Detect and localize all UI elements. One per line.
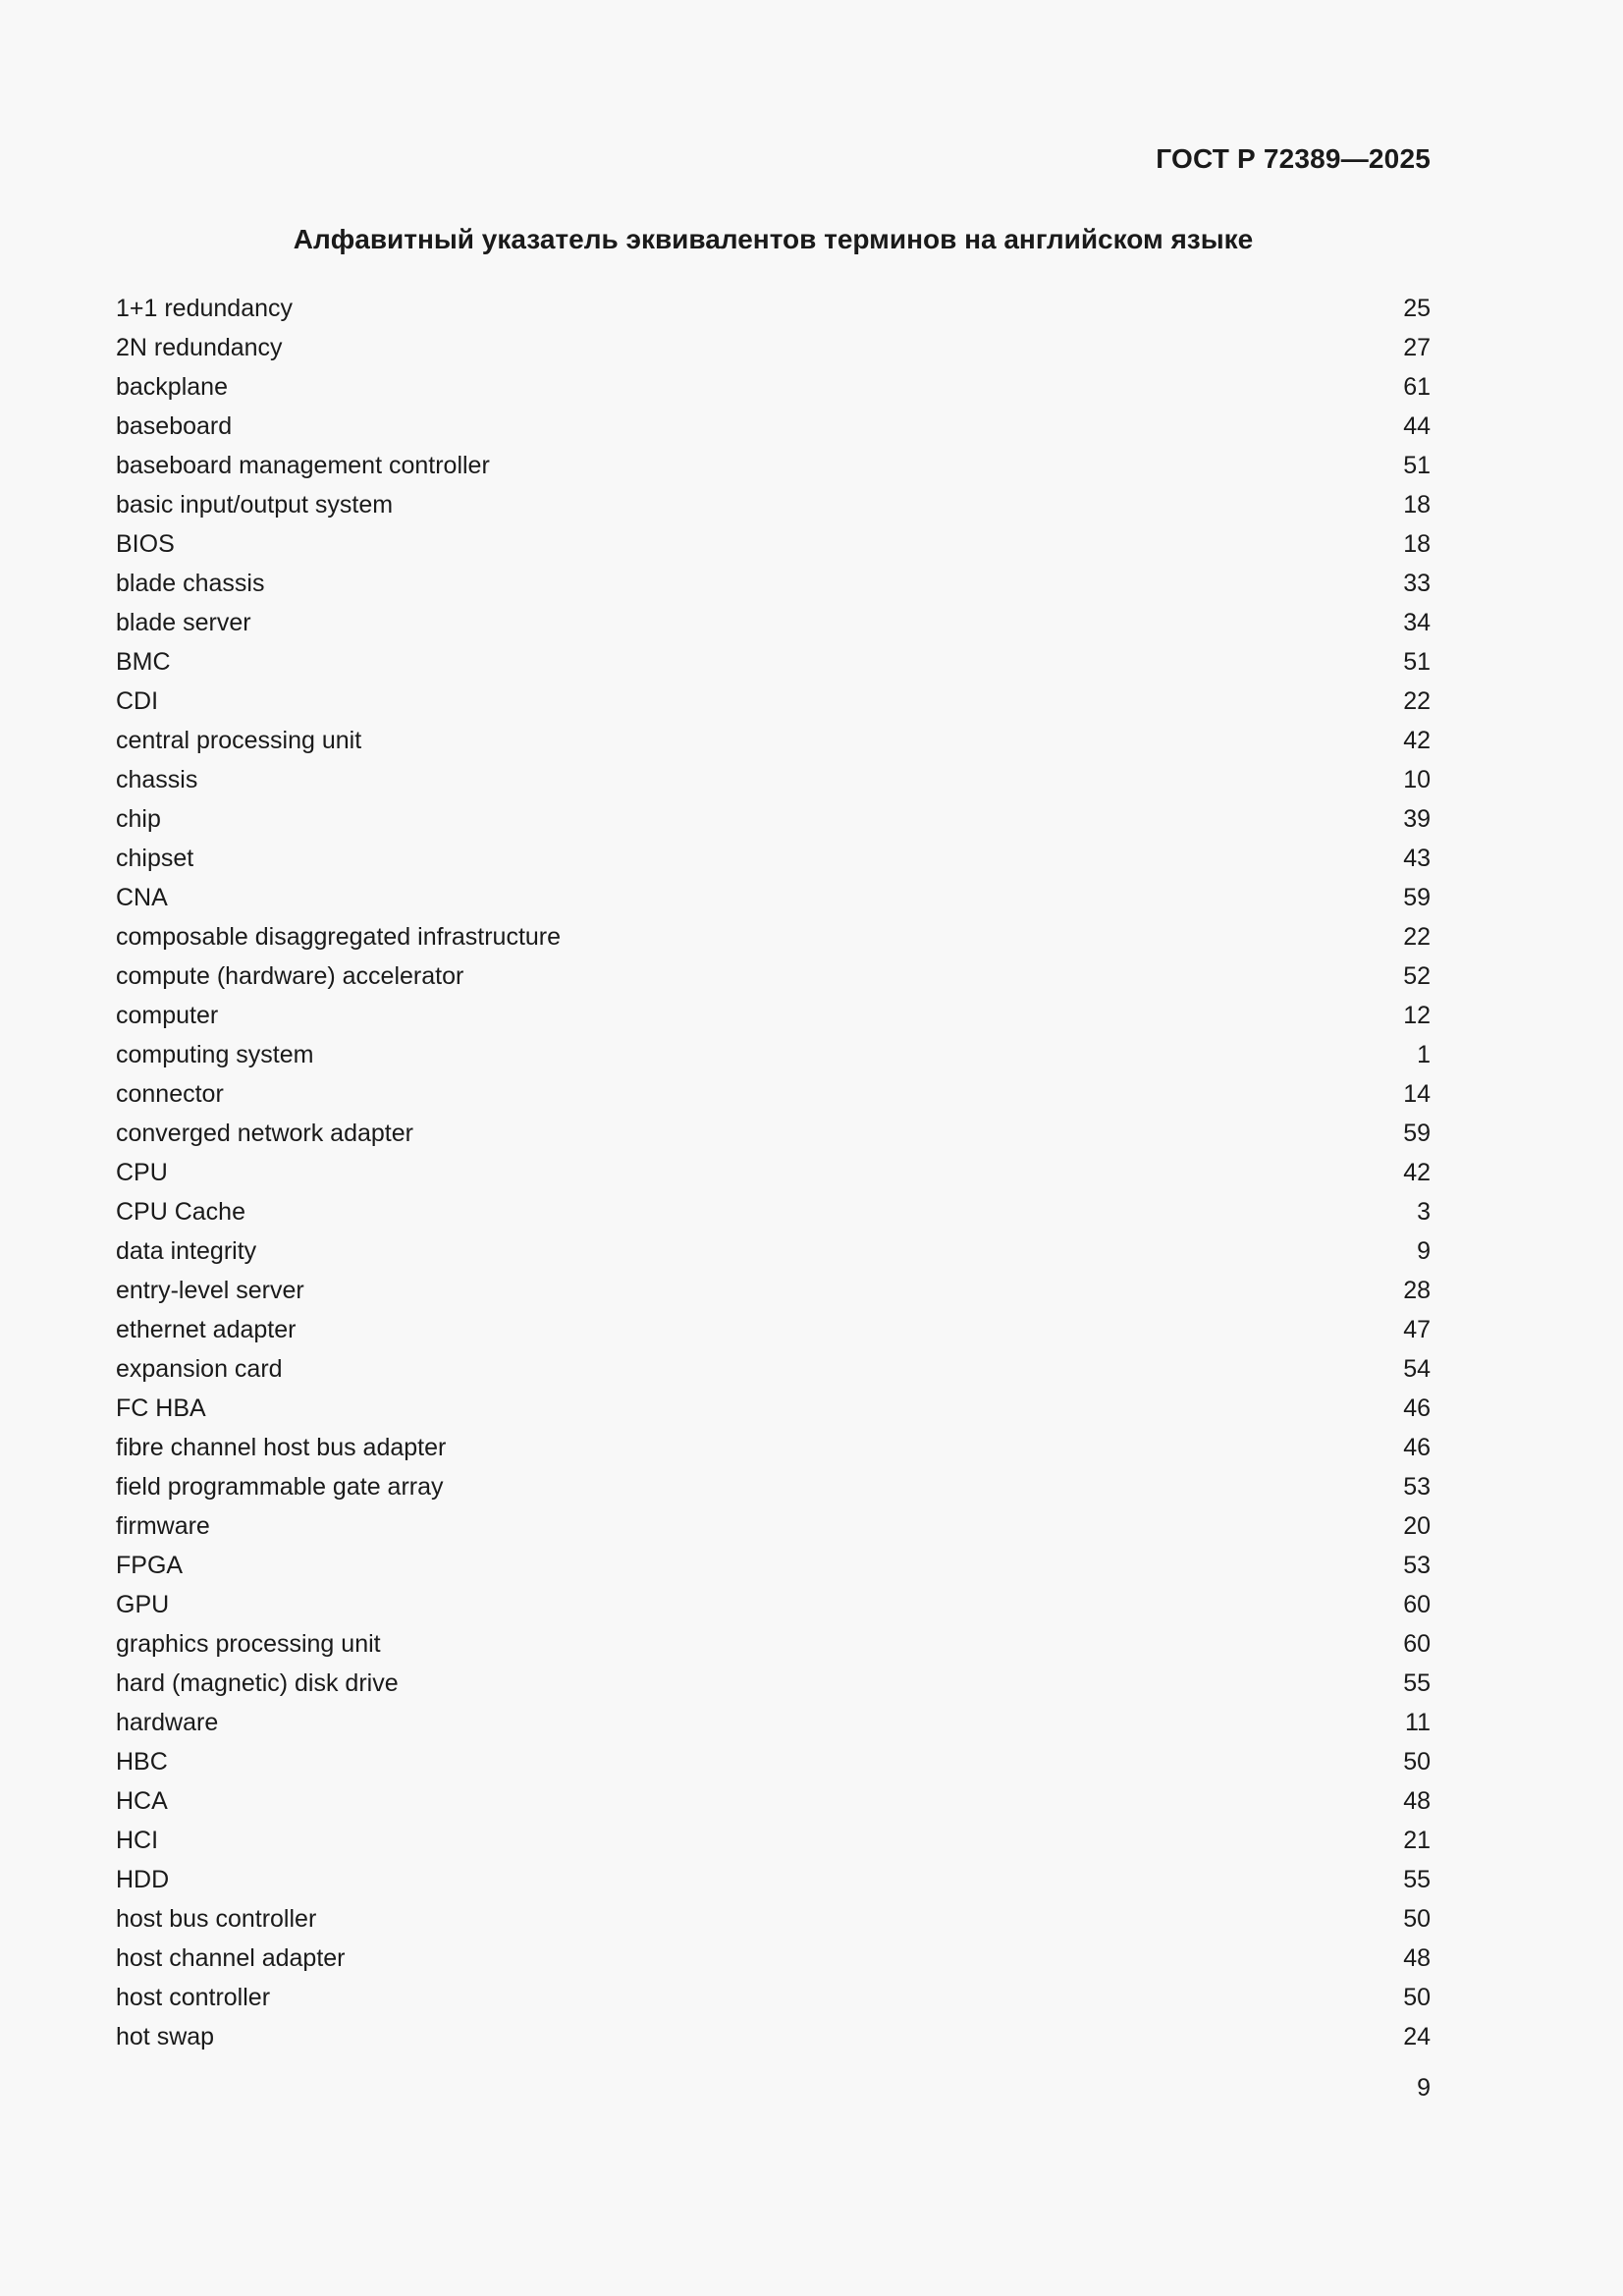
entry-number: 33 xyxy=(1403,570,1431,597)
entry-term: BMC xyxy=(116,648,171,676)
entry-term: composable disaggregated infrastructure xyxy=(116,923,562,951)
entry-number: 27 xyxy=(1403,334,1431,361)
index-entry xyxy=(116,1310,1431,1349)
index-entry xyxy=(116,1231,1431,1271)
entry-term: computing system xyxy=(116,1041,314,1068)
entry-term: baseboard xyxy=(116,412,233,440)
index-entry xyxy=(116,1585,1431,1624)
index-entry xyxy=(116,1860,1431,1899)
index-entry xyxy=(116,1467,1431,1506)
index-entry xyxy=(116,1349,1431,1389)
entry-number: 47 xyxy=(1403,1316,1431,1343)
entry-term: computer xyxy=(116,1002,219,1029)
entry-number: 1 xyxy=(1417,1041,1431,1068)
entry-number: 46 xyxy=(1403,1394,1431,1422)
entry-number: 25 xyxy=(1403,295,1431,322)
index-entry xyxy=(116,2017,1431,2056)
entry-term: CDI xyxy=(116,687,159,715)
index-entry xyxy=(116,1389,1431,1428)
index-entry xyxy=(116,721,1431,760)
entry-number: 52 xyxy=(1403,962,1431,990)
entry-number: 51 xyxy=(1403,452,1431,479)
entry-number: 12 xyxy=(1403,1002,1431,1029)
index-entry xyxy=(116,1742,1431,1781)
entry-term: 1+1 redundancy xyxy=(116,295,294,322)
index-entry xyxy=(116,1506,1431,1546)
index-entry xyxy=(116,1624,1431,1664)
index-entry xyxy=(116,1664,1431,1703)
index-entry xyxy=(116,799,1431,839)
entry-number: 61 xyxy=(1403,373,1431,401)
entry-term: hardware xyxy=(116,1709,219,1736)
entry-term: blade chassis xyxy=(116,570,265,597)
entry-number: 51 xyxy=(1403,648,1431,676)
index-entry xyxy=(116,1271,1431,1310)
index-entry xyxy=(116,1781,1431,1821)
entry-term: CPU xyxy=(116,1159,168,1186)
entry-number: 59 xyxy=(1403,1120,1431,1147)
entry-number: 43 xyxy=(1403,845,1431,872)
entry-number: 48 xyxy=(1403,1944,1431,1972)
index-entry xyxy=(116,289,1431,328)
entry-number: 18 xyxy=(1403,530,1431,558)
entry-term: fibre channel host bus adapter xyxy=(116,1434,447,1461)
entry-term: host channel adapter xyxy=(116,1944,346,1972)
entry-number: 53 xyxy=(1403,1552,1431,1579)
entry-term: blade server xyxy=(116,609,251,636)
index-entry xyxy=(116,682,1431,721)
entry-number: 53 xyxy=(1403,1473,1431,1501)
entry-term: basic input/output system xyxy=(116,491,394,519)
entry-number: 22 xyxy=(1403,687,1431,715)
entry-number: 24 xyxy=(1403,2023,1431,2050)
index-entry xyxy=(116,1192,1431,1231)
index-entry xyxy=(116,1428,1431,1467)
entry-number: 20 xyxy=(1403,1512,1431,1540)
index-entry xyxy=(116,878,1431,917)
index-entry xyxy=(116,1546,1431,1585)
entry-term: backplane xyxy=(116,373,228,401)
entry-term: CNA xyxy=(116,884,168,911)
entry-term: HCA xyxy=(116,1787,168,1815)
document-code: ГОСТ Р 72389—2025 xyxy=(1156,143,1431,174)
index-entry xyxy=(116,367,1431,407)
entry-term: connector xyxy=(116,1080,224,1108)
index-entry xyxy=(116,1978,1431,2017)
entry-number: 28 xyxy=(1403,1277,1431,1304)
entry-number: 50 xyxy=(1403,1748,1431,1776)
entry-number: 11 xyxy=(1405,1709,1431,1736)
entry-number: 55 xyxy=(1403,1866,1431,1893)
index-entry xyxy=(116,642,1431,682)
index-title: Алфавитный указатель эквивалентов терминов на английском языке xyxy=(293,224,1254,254)
entry-term: FC HBA xyxy=(116,1394,206,1422)
entry-term: ethernet adapter xyxy=(116,1316,297,1343)
entry-number: 60 xyxy=(1403,1591,1431,1618)
entry-number: 22 xyxy=(1403,923,1431,951)
entry-number: 50 xyxy=(1403,1905,1431,1933)
entry-term: CPU Cache xyxy=(116,1198,245,1226)
entry-term: entry-level server xyxy=(116,1277,304,1304)
entry-term: field programmable gate array xyxy=(116,1473,444,1501)
entry-term: expansion card xyxy=(116,1355,283,1383)
index-entry xyxy=(116,1939,1431,1978)
entry-number: 54 xyxy=(1403,1355,1431,1383)
index-entry xyxy=(116,1821,1431,1860)
entry-term: hot swap xyxy=(116,2023,215,2050)
index-entry xyxy=(116,603,1431,642)
entry-term: compute (hardware) accelerator xyxy=(116,962,464,990)
index-entry xyxy=(116,1703,1431,1742)
index-entry xyxy=(116,957,1431,996)
entry-number: 21 xyxy=(1403,1827,1431,1854)
entry-term: host bus controller xyxy=(116,1905,317,1933)
index-entry xyxy=(116,328,1431,367)
index-entry xyxy=(116,917,1431,957)
index-entry xyxy=(116,996,1431,1035)
index-entry xyxy=(116,485,1431,524)
index-entry xyxy=(116,1035,1431,1074)
index-entry xyxy=(116,1153,1431,1192)
entry-number: 44 xyxy=(1403,412,1431,440)
entry-term: HCI xyxy=(116,1827,159,1854)
page-number: 9 xyxy=(1417,2074,1431,2102)
entry-term: chip xyxy=(116,805,161,833)
entry-term: firmware xyxy=(116,1512,210,1540)
entry-term: chassis xyxy=(116,766,198,793)
index-entry xyxy=(116,760,1431,799)
entry-number: 48 xyxy=(1403,1787,1431,1815)
entry-term: chipset xyxy=(116,845,194,872)
entry-term: converged network adapter xyxy=(116,1120,413,1147)
entry-term: HDD xyxy=(116,1866,170,1893)
index-entry xyxy=(116,524,1431,564)
index-entry xyxy=(116,1899,1431,1939)
index-entry xyxy=(116,407,1431,446)
entry-number: 60 xyxy=(1403,1630,1431,1658)
entry-number: 3 xyxy=(1417,1198,1431,1226)
entry-number: 34 xyxy=(1403,609,1431,636)
entry-number: 59 xyxy=(1403,884,1431,911)
entry-term: baseboard management controller xyxy=(116,452,490,479)
index-entry xyxy=(116,564,1431,603)
entry-term: graphics processing unit xyxy=(116,1630,381,1658)
entry-number: 42 xyxy=(1403,727,1431,754)
entry-term: central processing unit xyxy=(116,727,362,754)
entry-number: 39 xyxy=(1403,805,1431,833)
entry-number: 18 xyxy=(1403,491,1431,519)
entry-number: 46 xyxy=(1403,1434,1431,1461)
entry-number: 14 xyxy=(1403,1080,1431,1108)
entry-term: FPGA xyxy=(116,1552,184,1579)
entry-number: 9 xyxy=(1417,1237,1431,1265)
entry-term: HBC xyxy=(116,1748,168,1776)
index-entry xyxy=(116,446,1431,485)
entry-term: 2N redundancy xyxy=(116,334,283,361)
index-entry xyxy=(116,1114,1431,1153)
index-list xyxy=(116,289,1431,2056)
entry-term: hard (magnetic) disk drive xyxy=(116,1669,399,1697)
entry-number: 55 xyxy=(1403,1669,1431,1697)
entry-term: host controller xyxy=(116,1984,271,2011)
index-entry xyxy=(116,1074,1431,1114)
entry-number: 10 xyxy=(1403,766,1431,793)
entry-term: BIOS xyxy=(116,530,175,558)
entry-number: 42 xyxy=(1403,1159,1431,1186)
entry-term: GPU xyxy=(116,1591,170,1618)
index-entry xyxy=(116,839,1431,878)
entry-number: 50 xyxy=(1403,1984,1431,2011)
entry-term: data integrity xyxy=(116,1237,257,1265)
